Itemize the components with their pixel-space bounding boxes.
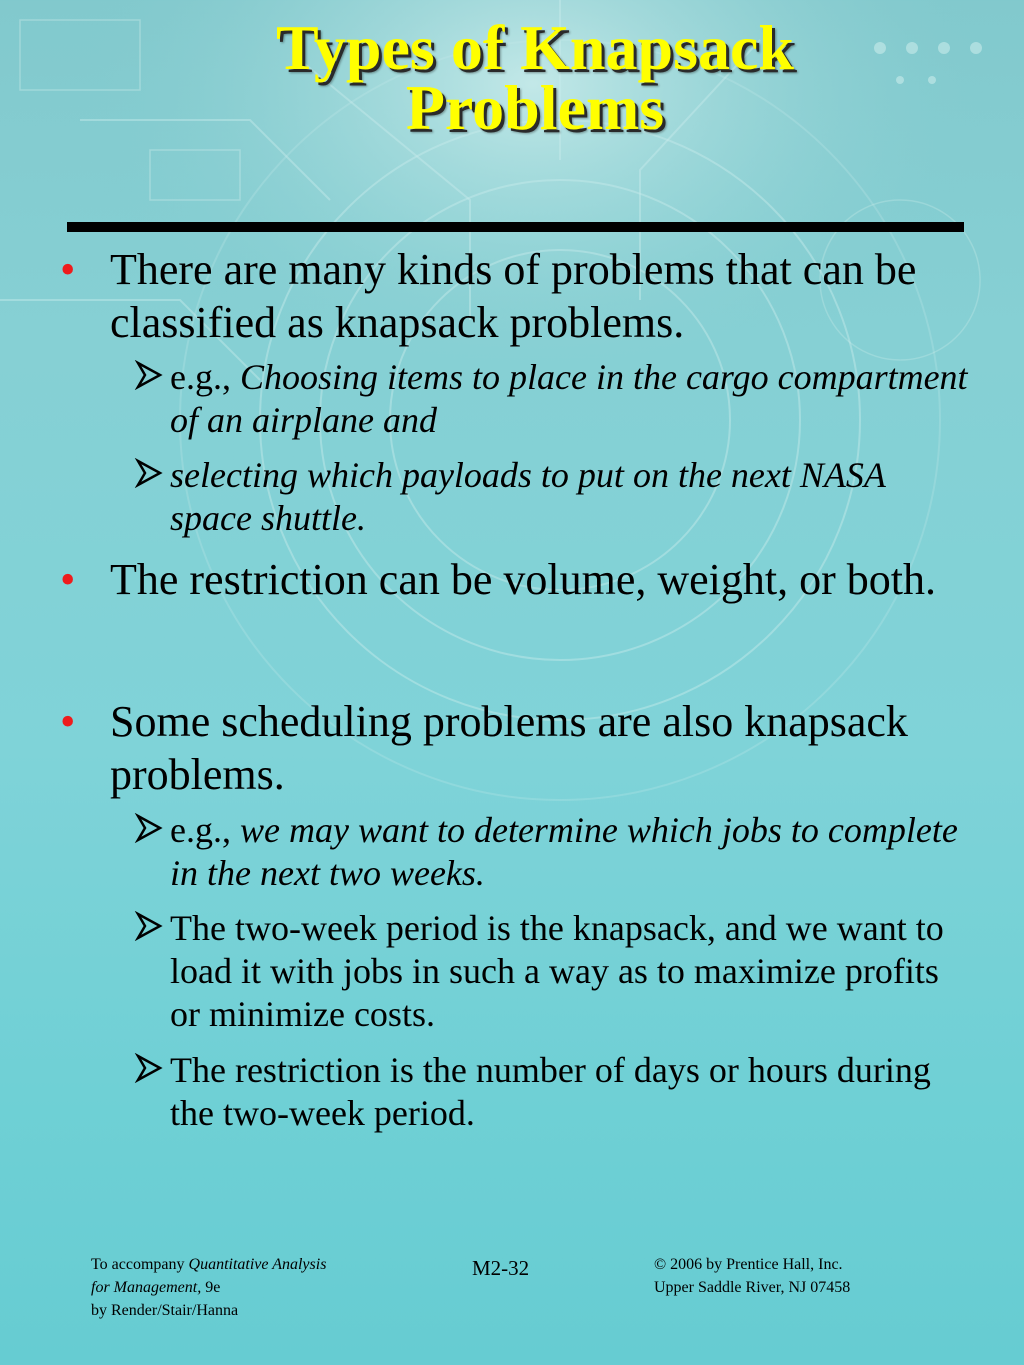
copyright-text: © 2006 by Prentice Hall, Inc. xyxy=(654,1256,843,1273)
publisher-address: Upper Saddle River, NJ 07458 xyxy=(654,1279,851,1296)
sub-bullet-item xyxy=(170,454,970,540)
slide-title xyxy=(0,12,1024,143)
footer-prefix: To accompany xyxy=(91,1256,189,1273)
bullet-item xyxy=(60,553,990,606)
footer-book-title: Quantitative Analysis xyxy=(188,1256,327,1273)
footer-credit xyxy=(91,1253,411,1322)
bullet-dot-icon: • xyxy=(60,697,76,746)
sub-bullet-item xyxy=(170,809,970,895)
arrow-bullet-icon xyxy=(134,360,164,390)
sub-bullet-prefix: e.g., xyxy=(170,357,240,397)
title-line-2: Problems xyxy=(405,72,665,143)
footer-edition: 9e xyxy=(201,1279,221,1296)
sub-bullet-text: selecting which payloads to put on the next NASA space shuttle. xyxy=(170,455,886,538)
bullet-text: There are many kinds of problems that can be classified as knapsack problems. xyxy=(110,245,917,347)
bullet-dot-icon: • xyxy=(60,245,76,294)
footer-book-title-2: for Management, xyxy=(91,1279,202,1296)
footer-copyright xyxy=(654,1253,954,1299)
footer-authors: by Render/Stair/Hanna xyxy=(91,1302,239,1319)
bullet-text: Some scheduling problems are also knapsack problems. xyxy=(110,697,908,799)
bullet-text: The restriction can be volume, weight, or both. xyxy=(110,555,936,604)
sub-bullet-item xyxy=(170,1049,970,1135)
sub-bullet-text: Choosing items to place in the cargo compartment of an airplane and xyxy=(170,357,968,440)
sub-bullet-item xyxy=(170,356,970,442)
sub-bullet-text: we may want to determine which jobs to complete in the next two weeks. xyxy=(170,810,958,893)
sub-bullet-prefix: e.g., xyxy=(170,810,240,850)
arrow-bullet-icon xyxy=(134,1053,164,1083)
arrow-bullet-icon xyxy=(134,911,164,941)
bullet-item xyxy=(60,243,990,349)
title-divider xyxy=(67,222,964,232)
bullet-dot-icon: • xyxy=(60,555,76,604)
sub-bullet-text: The two-week period is the knapsack, and we want to load it with jobs in such a way as to maximize profits or minimize costs. xyxy=(170,908,944,1034)
arrow-bullet-icon xyxy=(134,458,164,488)
sub-bullet-item xyxy=(170,907,970,1036)
arrow-bullet-icon xyxy=(134,813,164,843)
bullet-item xyxy=(60,695,990,801)
page-number: M2-32 xyxy=(472,1256,530,1280)
title-line-1: Types of Knapsack xyxy=(275,12,795,83)
sub-bullet-text: The restriction is the number of days or hours during the two-week period. xyxy=(170,1050,931,1133)
footer-credit-line-2 xyxy=(91,1276,411,1299)
footer-credit-line-1 xyxy=(91,1253,411,1276)
